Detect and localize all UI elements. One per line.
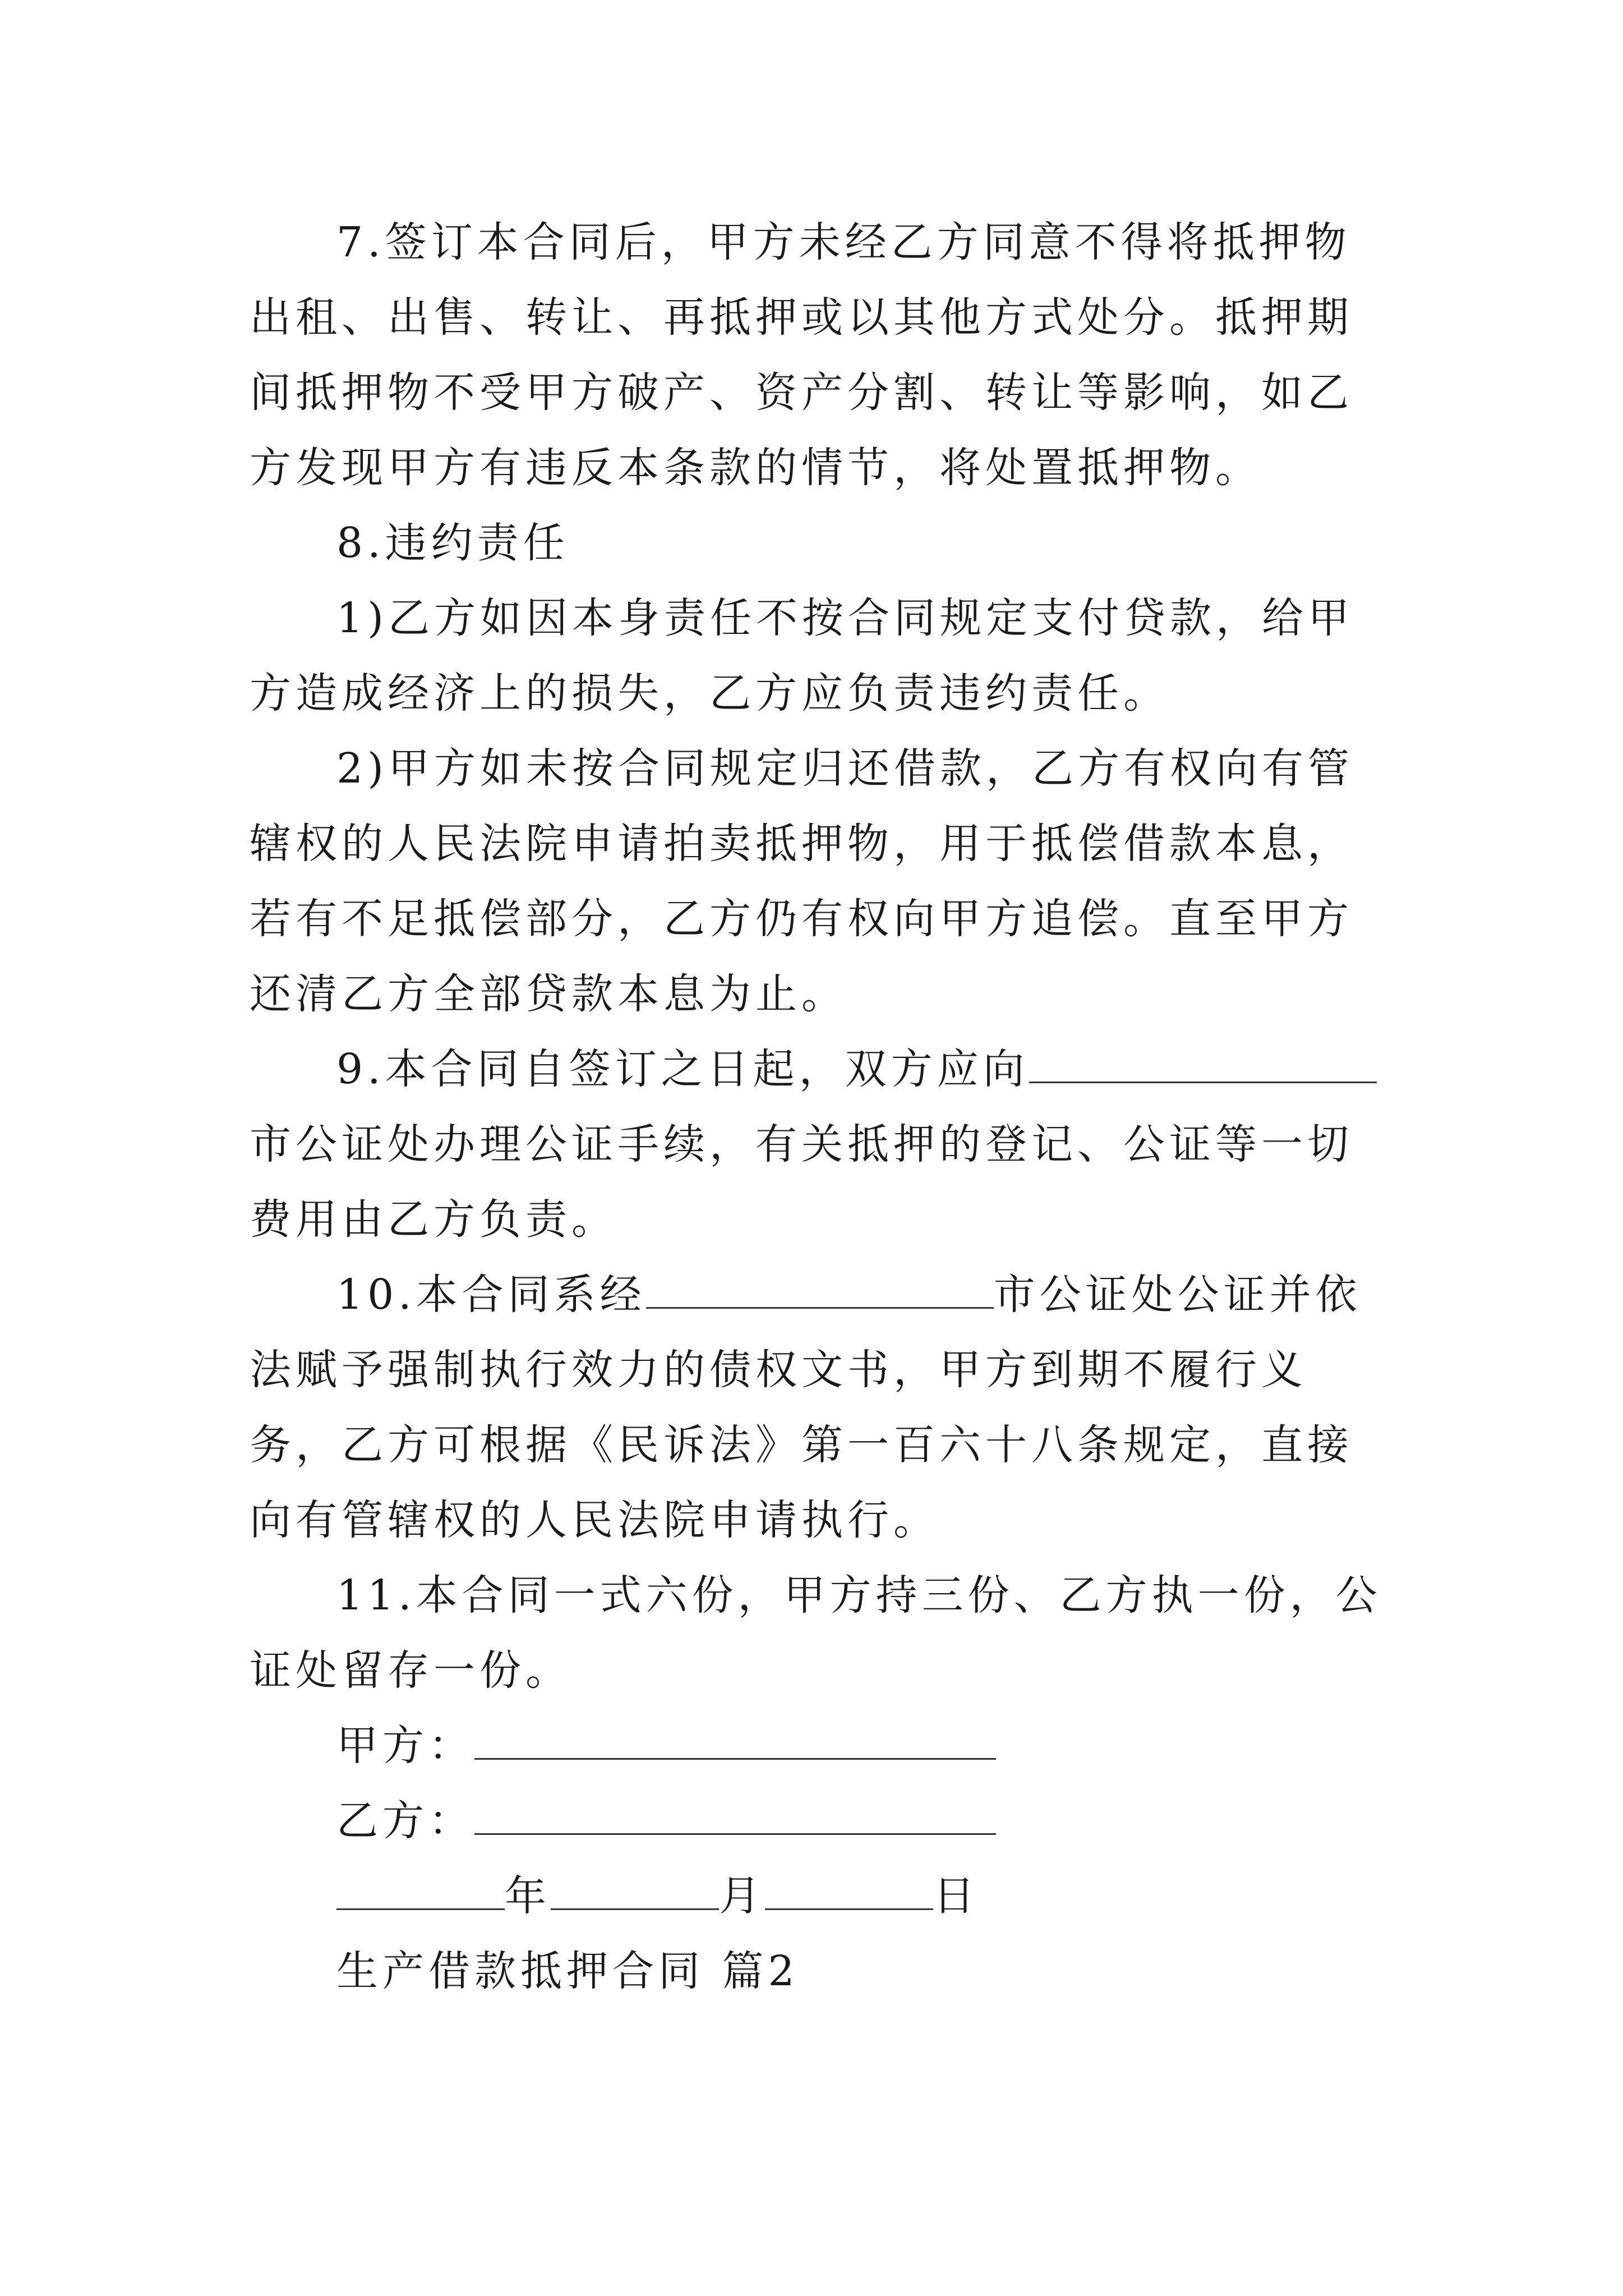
clause-7: 7.签订本合同后，甲方未经乙方同意不得将抵押物出租、出售、转让、再抵押或以其他方式处分。抵押期间抵押物不受甲方破产、资产分割、转让等影响，如乙方发现甲方有违反本条款的情节，将处置抵押物。 bbox=[250, 218, 1353, 492]
month-label: 月 bbox=[719, 1872, 765, 1920]
clause-8-1: 1)乙方如因本身责任不按合同规定支付贷款，给甲方造成经济上的损失，乙方应负责违约责任。 bbox=[250, 594, 1354, 717]
clause-9 bbox=[250, 1032, 1394, 1257]
party-b-signature-blank[interactable] bbox=[474, 1794, 996, 1835]
clause-10 bbox=[250, 1257, 1394, 1558]
clause-9-text-a: 9.本合同自签订之日起，双方应向 bbox=[336, 1045, 1029, 1093]
city-blank-2[interactable] bbox=[646, 1268, 994, 1309]
clause-8-title: 8.违约责任 bbox=[336, 519, 569, 567]
year-label: 年 bbox=[505, 1872, 551, 1920]
party-b-label: 乙方： bbox=[336, 1797, 474, 1845]
contract-body bbox=[250, 205, 1394, 2009]
year-blank[interactable] bbox=[336, 1869, 505, 1910]
clause-11: 11.本合同一式六份，甲方持三份、乙方执一份，公证处留存一份。 bbox=[250, 1571, 1382, 1695]
clause-8-2: 2)甲方如未按合同规定归还借款，乙方有权向有管辖权的人民法院申请拍卖抵押物，用于抵偿借款本息，若有不足抵偿部分，乙方仍有权向甲方追偿。直至甲方还清乙方全部贷款本息为止。 bbox=[250, 744, 1354, 1018]
party-a-line bbox=[250, 1708, 1394, 1783]
next-section-title: 生产借款抵押合同 篇2 bbox=[336, 1947, 799, 1995]
month-blank[interactable] bbox=[551, 1869, 719, 1910]
party-a-signature-blank[interactable] bbox=[474, 1719, 996, 1760]
city-blank-1[interactable] bbox=[1029, 1042, 1377, 1083]
day-label: 日 bbox=[933, 1872, 979, 1920]
clause-10-text-a: 10.本合同系经 bbox=[336, 1271, 646, 1319]
clause-10-text-b: 市公证处公证并依法赋予强制执行效力的债权文书，甲方到期不履行义务，乙方可根据《民诉法》第一百六十八条规定，直接向有管辖权的人民法院申请执行。 bbox=[250, 1271, 1362, 1544]
date-line bbox=[250, 1858, 1394, 1934]
day-blank[interactable] bbox=[765, 1869, 933, 1910]
party-a-label: 甲方： bbox=[336, 1722, 474, 1770]
party-b-line bbox=[250, 1783, 1394, 1858]
clause-9-text-b: 市公证处办理公证手续，有关抵押的登记、公证等一切费用由乙方负责。 bbox=[250, 1120, 1353, 1244]
